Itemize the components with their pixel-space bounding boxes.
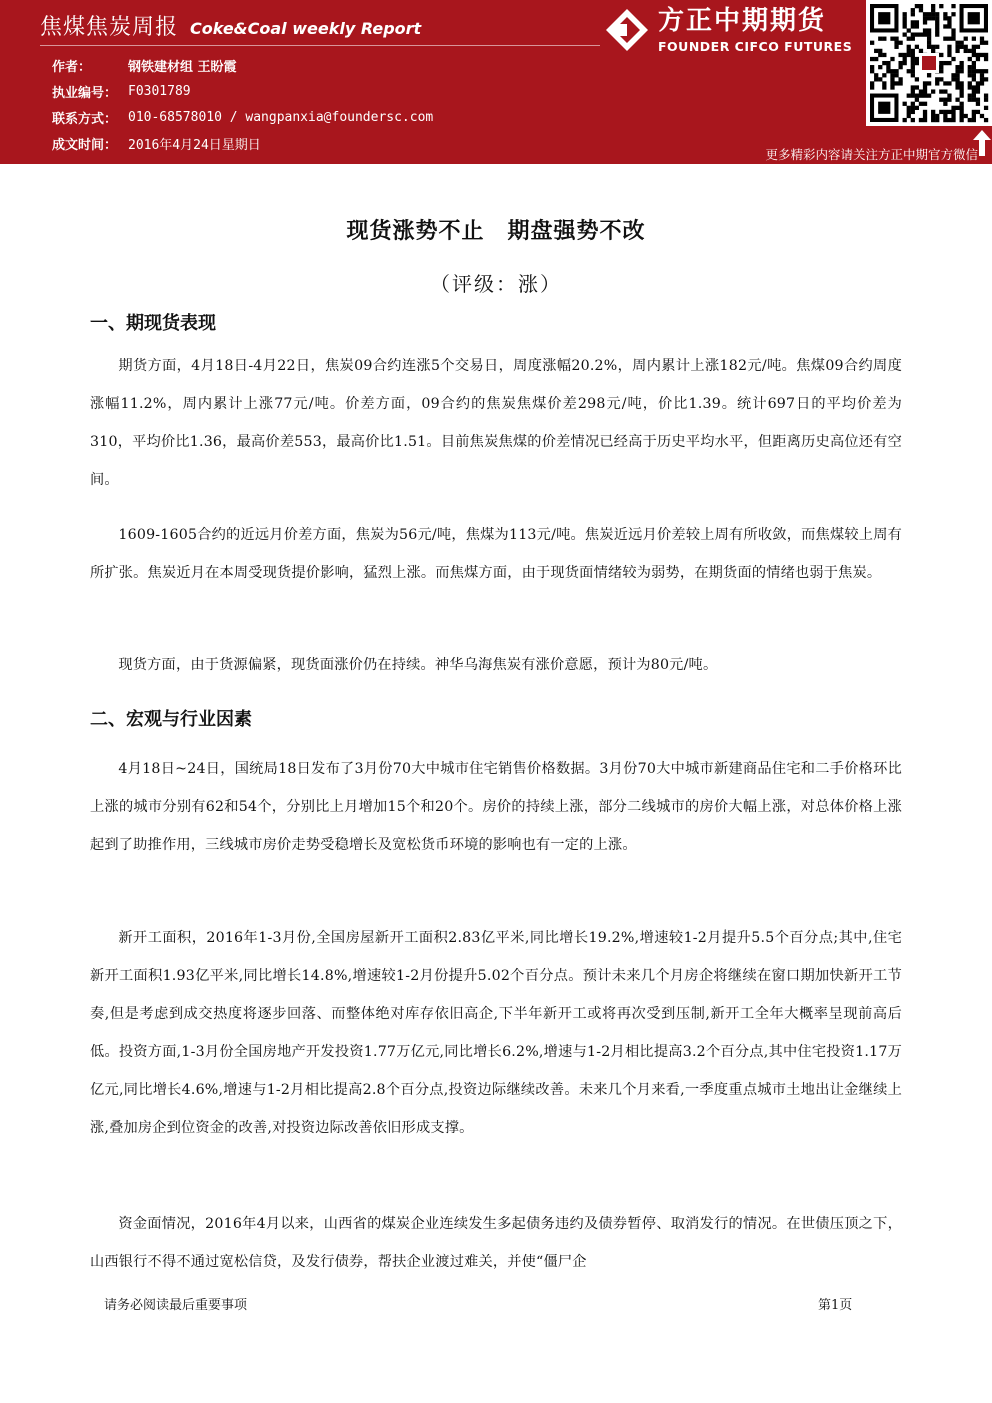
paragraph: 资金面情况，2016年4月以来，山西省的煤炭企业连续发生多起债务违约及债券暂停、取消发行的情况。在世债压顶之下，山西银行不得不通过宽松信贷，及发行债券，帮扶企业渡过难关，并使“僵尸企 [90, 1216, 902, 1270]
paragraph: 现货方面，由于货源偏紧，现货面涨价仍在持续。神华乌海焦炭有涨价意愿，预计为80元/吨。 [118, 657, 718, 673]
founder-logo-icon [604, 7, 650, 53]
author-meta [52, 52, 433, 156]
paragraph: 新开工面积，2016年1-3月份,全国房屋新开工面积2.83亿平米,同比增长19.2%,增速较1-2月提升5.5个百分点;其中,住宅新开工面积1.93亿平米,同比增长14.8%,增速较1-2月份提升5.02个百分点。预计未来几个月房企将继续在窗口期加快新开工节奏,但是考虑到成交热度将逐步回落、而整体绝对库存依旧高企,下半年新开工或将再次受到压制,新开工全年大概率呈现前高后低。投资方面,1-3月份全国房地产开发投资1.77万亿元,同比增长6.2%,增速与1-2月相比提高3.2个百分点,其中住宅投资1.17万亿元,同比增长4.6%,增速与1-2月相比提高2.8个百分点,投资边际继续改善。未来几个月来看,一季度重点城市土地出让金继续上涨,叠加房企到位资金的改善,对投资边际改善依旧形成支撑。 [90, 930, 902, 1136]
section-heading-spot-futures: 一、期现货表现 [90, 313, 216, 334]
footer-disclaimer: 请务必阅读最后重要事项 [104, 1298, 248, 1313]
wechat-follow-note: 更多精彩内容请关注方正中期官方微信 [765, 147, 978, 162]
logo-cn: 方正中期期货 [658, 6, 827, 36]
report-subtitle: Coke&Coal weekly Report [190, 19, 422, 38]
meta-value: 钢铁建材组 王盼霞 [128, 59, 237, 75]
meta-row-author [52, 52, 433, 78]
paragraph: 1609-1605合约的近远月价差方面，焦炭为56元/吨，焦煤为113元/吨。焦炭近远月价差较上周有所收敛，而焦煤较上周有所扩张。焦炭近月在本周受现货提价影响，猛烈上涨。而焦煤方面，由于现货面情绪较为弱势，在期货面的情绪也弱于焦炭。 [90, 527, 902, 581]
meta-label: 作者： [52, 59, 92, 75]
meta-label: 执业编号： [52, 85, 118, 101]
meta-row-license [52, 78, 433, 104]
meta-value: 010-68578010 / wangpanxia@foundersc.com [128, 109, 434, 125]
paragraph: 4月18日~24日，国统局18日发布了3月份70大中城市住宅销售价格数据。3月份70大中城市新建商品住宅和二手价格环比上涨的城市分别有62和54个，分别比上月增加15个和20个。房价的持续上涨，部分二线城市的房价大幅上涨，对总体价格上涨起到了助推作用，三线城市房价走势受稳增长及宽松货币环境的影响也有一定的上涨。 [90, 761, 902, 853]
paragraph: 期货方面，4月18日-4月22日，焦炭09合约连涨5个交易日，周度涨幅20.2%，周内累计上涨182元/吨。焦煤09合约周度涨幅11.2%，周内累计上涨77元/吨。价差方面，09合约的焦炭焦煤价差298元/吨，价比1.39。统计697日的平均价差为310，平均价比1.36，最高价差553，最高价比1.51。目前焦炭焦煤的价差情况已经高于历史平均水平，但距离历史高位还有空间。 [90, 358, 902, 488]
header-divider [40, 45, 600, 46]
meta-row-date [52, 130, 433, 156]
logo-text [658, 6, 852, 54]
section-heading-macro: 二、宏观与行业因素 [90, 709, 252, 730]
report-header [0, 0, 992, 164]
meta-label: 联系方式： [52, 111, 118, 127]
meta-label: 成文时间： [52, 137, 118, 153]
rating: （评级：涨） [430, 272, 562, 296]
meta-row-contact [52, 104, 433, 130]
logo-en: FOUNDER CIFCO FUTURES [658, 39, 853, 54]
report-title: 焦煤焦炭周报 [40, 15, 179, 40]
company-logo [604, 6, 852, 54]
page-number: 第1页 [818, 1298, 853, 1313]
wechat-qr-code-icon [866, 0, 992, 126]
report-title-bar [40, 10, 421, 41]
meta-value: F0301789 [128, 83, 191, 99]
meta-value: 2016年4月24日星期日 [128, 137, 261, 153]
page-title: 现货涨势不止 期盘强势不改 [346, 219, 646, 244]
